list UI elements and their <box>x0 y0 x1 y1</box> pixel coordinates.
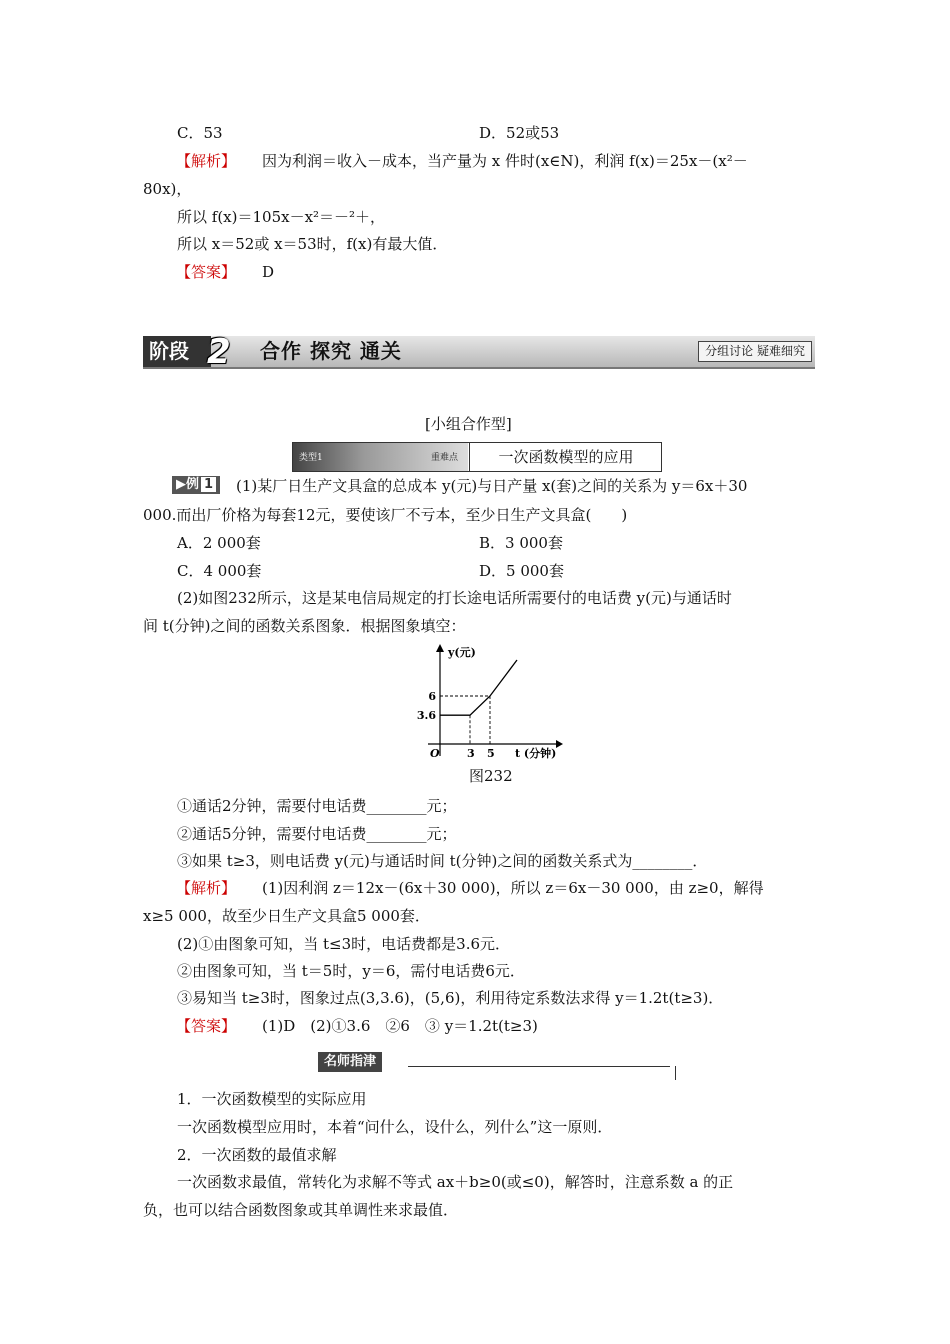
option-d: D．5 000套 <box>479 562 564 580</box>
x-axis-label: t (分钟) <box>515 747 557 760</box>
stage-header <box>143 332 815 372</box>
answer-value: (1)D (2)①3.6 ②6 ③ y＝1.2t(t≥3) <box>262 1017 538 1035</box>
tip-paragraph: 一次函数模型应用时，本着“问什么，设什么，列什么”这一原则． <box>177 1118 613 1136</box>
example-badge-number: 1 <box>201 477 216 492</box>
fill-blank-item: ①通话2分钟，需要付电话费________元； <box>177 797 457 815</box>
solution-line: ②由图象可知，当 t＝5时，y＝6，需付电话费6元． <box>177 962 525 980</box>
answer-label: 【答案】 <box>176 263 237 281</box>
option-b: B．3 000套 <box>479 534 563 552</box>
stage-subtitle: 分组讨论 疑难细究 <box>698 341 812 362</box>
question-line: 000.而出厂价格为每套12元，要使该厂不亏本，至少日生产文具盒( ) <box>143 506 628 524</box>
type-label: 类型1 <box>299 453 323 463</box>
y-tick-label: 3.6 <box>416 709 436 723</box>
x-tick-label: 5 <box>487 747 495 760</box>
tip-paragraph: 一次函数求最值，常转化为求解不等式 ax＋b≥0(或≤0)，解答时，注意系数 a 的正 <box>177 1173 734 1191</box>
stage-number: 2 <box>207 332 231 372</box>
solution-label: 【解析】 <box>176 879 237 897</box>
stage-prefix: 阶段 <box>143 336 211 367</box>
question-line: 间 t(分钟)之间的函数关系图象．根据图象填空： <box>143 617 466 635</box>
option-d: D．52或53 <box>479 124 560 142</box>
option-c: C．53 <box>177 124 223 142</box>
type-title: 一次函数模型的应用 <box>469 443 662 471</box>
group-type-heading: [小组合作型] <box>425 415 512 433</box>
divider <box>408 1066 670 1067</box>
solution-line: (2)①由图象可知，当 t≤3时，电话费都是3.6元． <box>177 935 511 953</box>
question-line: (2)如图232所示，这是某电信局规定的打长途电话所需要付的电话费 y(元)与通话时 <box>177 589 732 607</box>
solution-line: x≥5 000，故至少日生产文具盒5 000套． <box>143 907 430 925</box>
fill-blank-item: ③如果 t≥3，则电话费 y(元)与通话时间 t(分钟)之间的函数关系式为________． <box>177 852 708 870</box>
series-line <box>440 660 517 715</box>
y-tick-label: 6 <box>428 690 436 703</box>
teacher-tips-badge: 名师指津 <box>318 1052 382 1072</box>
answer-label: 【答案】 <box>176 1017 237 1035</box>
tip-heading: 1．一次函数模型的实际应用 <box>177 1090 367 1108</box>
question-line: (1)某厂日生产文具盒的总成本 y(元)与日产量 x(套)之间的关系为 y＝6x＋30 <box>236 477 748 495</box>
figure-caption: 图232 <box>469 767 513 785</box>
solution-line: (1)因利润 z＝12x－(6x＋30 000)，所以 z＝6x－30 000，由 z≥0，解得 <box>262 879 764 897</box>
example-badge: ▶例 1 <box>172 476 220 494</box>
x-tick-label: 3 <box>467 747 475 760</box>
fill-blank-item: ②通话5分钟，需要付电话费________元； <box>177 825 457 843</box>
solution-line: 所以 x＝52或 x＝53时，f(x)有最大值． <box>177 235 448 253</box>
example-badge-word: 例 <box>186 477 200 492</box>
option-a: A．2 000套 <box>177 534 261 552</box>
y-axis-arrow <box>436 644 444 652</box>
option-c: C．4 000套 <box>177 562 262 580</box>
x-axis-arrow <box>556 740 563 748</box>
stage-title: 合作 探究 通关 <box>260 339 402 363</box>
solution-line: 80x)， <box>143 180 192 198</box>
type-box-banner <box>293 443 468 471</box>
y-axis-label: y(元) <box>448 646 476 659</box>
solution-line: 所以 f(x)＝105x－x²＝－²＋， <box>177 208 386 226</box>
divider <box>675 1066 676 1080</box>
function-graph <box>410 642 570 760</box>
type-sublabel: 重难点 <box>431 453 459 463</box>
origin-label: O <box>430 747 440 760</box>
solution-label: 【解析】 <box>176 152 237 170</box>
type-box <box>292 442 662 472</box>
solution-line: ③易知当 t≥3时，图象过点(3,3.6)，(5,6)，利用待定系数法求得 y＝1.2t(t≥3)． <box>177 989 724 1007</box>
tip-heading: 2．一次函数的最值求解 <box>177 1146 337 1164</box>
teacher-tips-header <box>318 1052 676 1080</box>
answer-value: D <box>262 263 275 281</box>
solution-line: 因为利润＝收入－成本，当产量为 x 件时(x∈N)，利润 f(x)＝25x－(x²－ <box>262 152 748 170</box>
tip-paragraph: 负，也可以结合函数图象或其单调性来求最值． <box>143 1201 459 1219</box>
